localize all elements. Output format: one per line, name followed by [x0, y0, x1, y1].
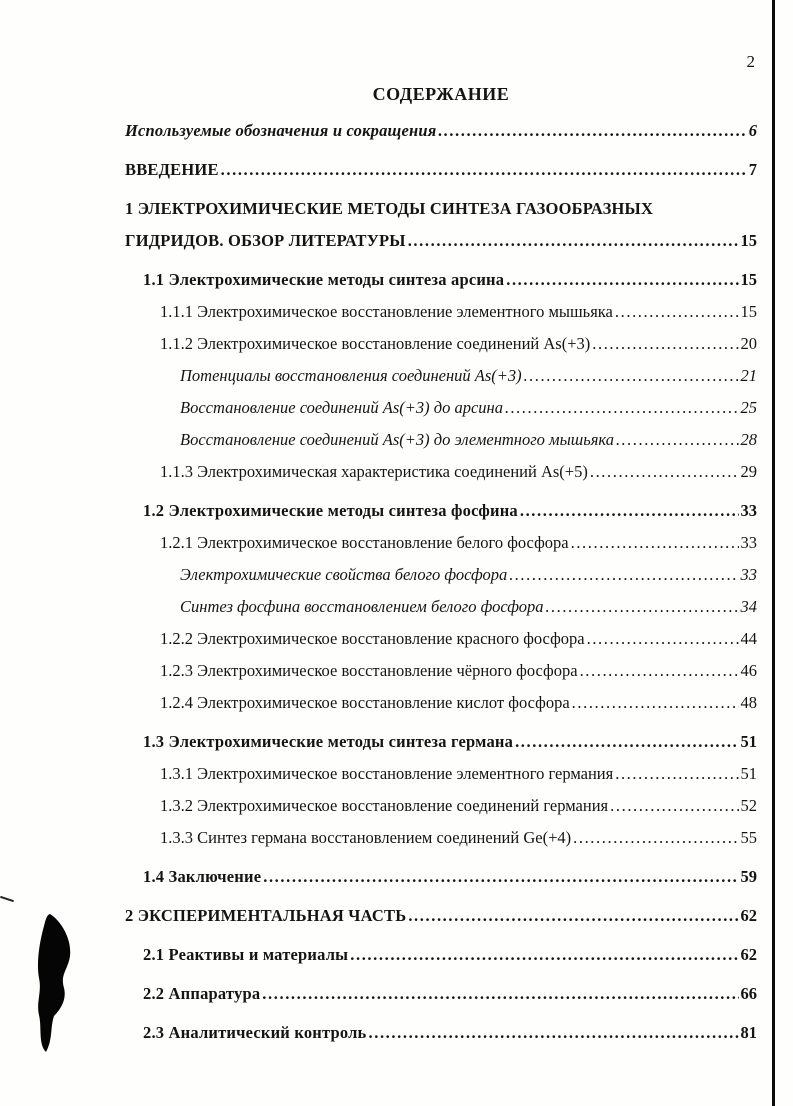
toc-entry-label: 1.2.4 Электрохимическое восстановление кислот фосфора [160, 693, 570, 712]
toc-dot-leader [262, 984, 738, 1004]
toc-dot-leader [520, 501, 739, 521]
toc-dot-leader [408, 231, 739, 251]
toc-entry-page: 44 [740, 629, 757, 648]
toc-entry [125, 462, 757, 482]
toc-entry-label: Используемые обозначения и сокращения [125, 121, 437, 140]
toc-entry [125, 597, 757, 617]
toc-entry-label: ВВЕДЕНИЕ [125, 160, 219, 179]
toc-entry-label: 2 ЭКСПЕРИМЕНТАЛЬНАЯ ЧАСТЬ [125, 906, 407, 925]
toc-entry [125, 732, 757, 752]
toc-entry-label: Восстановление соединений As(+3) до арсина [180, 398, 503, 417]
toc-entry-page: 66 [740, 984, 757, 1003]
toc-entry-page: 51 [740, 764, 757, 783]
toc-entry-label: 1.2.3 Электрохимическое восстановление чёрного фосфора [160, 661, 578, 680]
toc-entry-page: 33 [740, 565, 757, 584]
toc-dot-leader [221, 160, 747, 180]
toc-entry-label: 1.3.3 Синтез германа восстановлением соединений Ge(+4) [160, 828, 572, 847]
toc-entry [125, 629, 757, 649]
toc-dot-leader [571, 533, 739, 553]
toc-entry-page: 81 [740, 1023, 757, 1042]
toc-entry [125, 430, 757, 450]
toc-entry [125, 199, 757, 219]
toc-entry [125, 334, 757, 354]
toc-entry [125, 764, 757, 784]
toc-entry-page: 6 [748, 121, 757, 140]
toc-entry [125, 984, 757, 1004]
toc-dot-leader [524, 366, 739, 386]
toc-dot-leader [509, 565, 738, 585]
toc-entry-label: Восстановление соединений As(+3) до элементного мышьяка [180, 430, 614, 449]
toc-entry-page: 48 [740, 693, 757, 712]
toc-dot-leader [590, 462, 739, 482]
toc-entry-page: 62 [740, 945, 757, 964]
toc-dot-leader [263, 867, 738, 887]
toc-entry-page: 51 [740, 732, 757, 751]
toc-dot-leader [515, 732, 738, 752]
toc-entry-page: 34 [740, 597, 757, 616]
toc-entry-label: 1.3.1 Электрохимическое восстановление элементного германия [160, 764, 614, 783]
toc-entry-page: 20 [740, 334, 757, 353]
toc-entry [125, 661, 757, 681]
toc-entry-label: 2.2 Аппаратура [143, 984, 261, 1003]
toc-dot-leader [408, 906, 738, 926]
toc-entry [125, 231, 757, 251]
toc-title: СОДЕРЖАНИЕ [372, 84, 510, 104]
toc-entry [125, 398, 757, 418]
toc-dot-leader [610, 796, 738, 816]
toc-entry-label: 1 ЭЛЕКТРОХИМИЧЕСКИЕ МЕТОДЫ СИНТЕЗА ГАЗООБРАЗНЫХ [125, 199, 654, 218]
toc-entry-page: 15 [740, 270, 757, 289]
toc-entry-page: 29 [740, 462, 757, 481]
toc-entry-label: 2.3 Аналитический контроль [143, 1023, 367, 1042]
toc-entry [125, 945, 757, 965]
toc-dot-leader [350, 945, 738, 965]
toc-dot-leader [572, 693, 739, 713]
toc-entry-label: 1.1 Электрохимические методы синтеза арсина [143, 270, 505, 289]
scan-edge-line [772, 0, 775, 1106]
toc-entry [125, 867, 757, 887]
toc-entry-label: 1.3.2 Электрохимическое восстановление соединений германия [160, 796, 609, 815]
toc-entry-label: 1.3 Электрохимические методы синтеза германа [143, 732, 514, 751]
toc-entry-page: 25 [740, 398, 757, 417]
toc-entry-page: 28 [740, 430, 757, 449]
toc-entry [125, 906, 757, 926]
toc-entry-label: 1.2 Электрохимические методы синтеза фосфина [143, 501, 518, 520]
toc-dot-leader [505, 398, 739, 418]
toc-entry [125, 796, 757, 816]
toc-entry-page: 33 [740, 533, 757, 552]
toc-entry-label: 1.4 Заключение [143, 867, 262, 886]
toc-entry [125, 533, 757, 553]
toc-entry-label: ГИДРИДОВ. ОБЗОР ЛИТЕРАТУРЫ [125, 231, 406, 250]
toc-entry-page: 52 [740, 796, 757, 815]
toc-entry-page: 7 [748, 160, 757, 179]
toc-dot-leader [587, 629, 739, 649]
toc-dot-leader [546, 597, 739, 617]
toc-entry-page: 21 [740, 366, 757, 385]
toc-entry [125, 160, 757, 180]
toc-dot-leader [438, 121, 746, 141]
toc-dot-leader [616, 430, 739, 450]
toc-dot-leader [615, 302, 739, 322]
toc-entry-label: Синтез фосфина восстановлением белого фосфора [180, 597, 544, 616]
toc-list [125, 121, 757, 1043]
toc-dot-leader [615, 764, 738, 784]
toc-entry-label: Потенциалы восстановления соединений As(+3) [180, 366, 522, 385]
toc-entry-label: 1.1.2 Электрохимическое восстановление соединений As(+3) [160, 334, 591, 353]
toc-entry-label: 2.1 Реактивы и материалы [143, 945, 349, 964]
toc-entry-label: 1.2.2 Электрохимическое восстановление красного фосфора [160, 629, 585, 648]
toc-dot-leader [506, 270, 738, 290]
page-number: 2 [746, 52, 755, 71]
toc-dot-leader [369, 1023, 739, 1043]
toc-entry-page: 15 [740, 231, 757, 250]
toc-entry [125, 302, 757, 322]
toc-entry-label: Электрохимические свойства белого фосфора [180, 565, 508, 584]
toc-entry [125, 366, 757, 386]
toc-dot-leader [580, 661, 739, 681]
toc-entry-page: 62 [740, 906, 757, 925]
toc-entry [125, 693, 757, 713]
toc-entry [125, 501, 757, 521]
ink-blot-artifact [20, 912, 90, 1057]
toc-entry-page: 59 [740, 867, 757, 886]
toc-entry [125, 828, 757, 848]
toc-entry-label: 1.1.3 Электрохимическая характеристика соединений As(+5) [160, 462, 588, 481]
toc-dot-leader [573, 828, 738, 848]
toc-entry-page: 55 [740, 828, 757, 847]
toc-dot-leader [592, 334, 738, 354]
toc-entry [125, 121, 757, 141]
toc-entry-page: 46 [740, 661, 757, 680]
toc-entry [125, 1023, 757, 1043]
toc-entry [125, 270, 757, 290]
toc-entry-page: 33 [740, 501, 757, 520]
toc-entry-label: 1.2.1 Электрохимическое восстановление белого фосфора [160, 533, 569, 552]
toc-entry-label: 1.1.1 Электрохимическое восстановление элементного мышьяка [160, 302, 613, 321]
toc-entry [125, 565, 757, 585]
toc-entry-page: 15 [740, 302, 757, 321]
